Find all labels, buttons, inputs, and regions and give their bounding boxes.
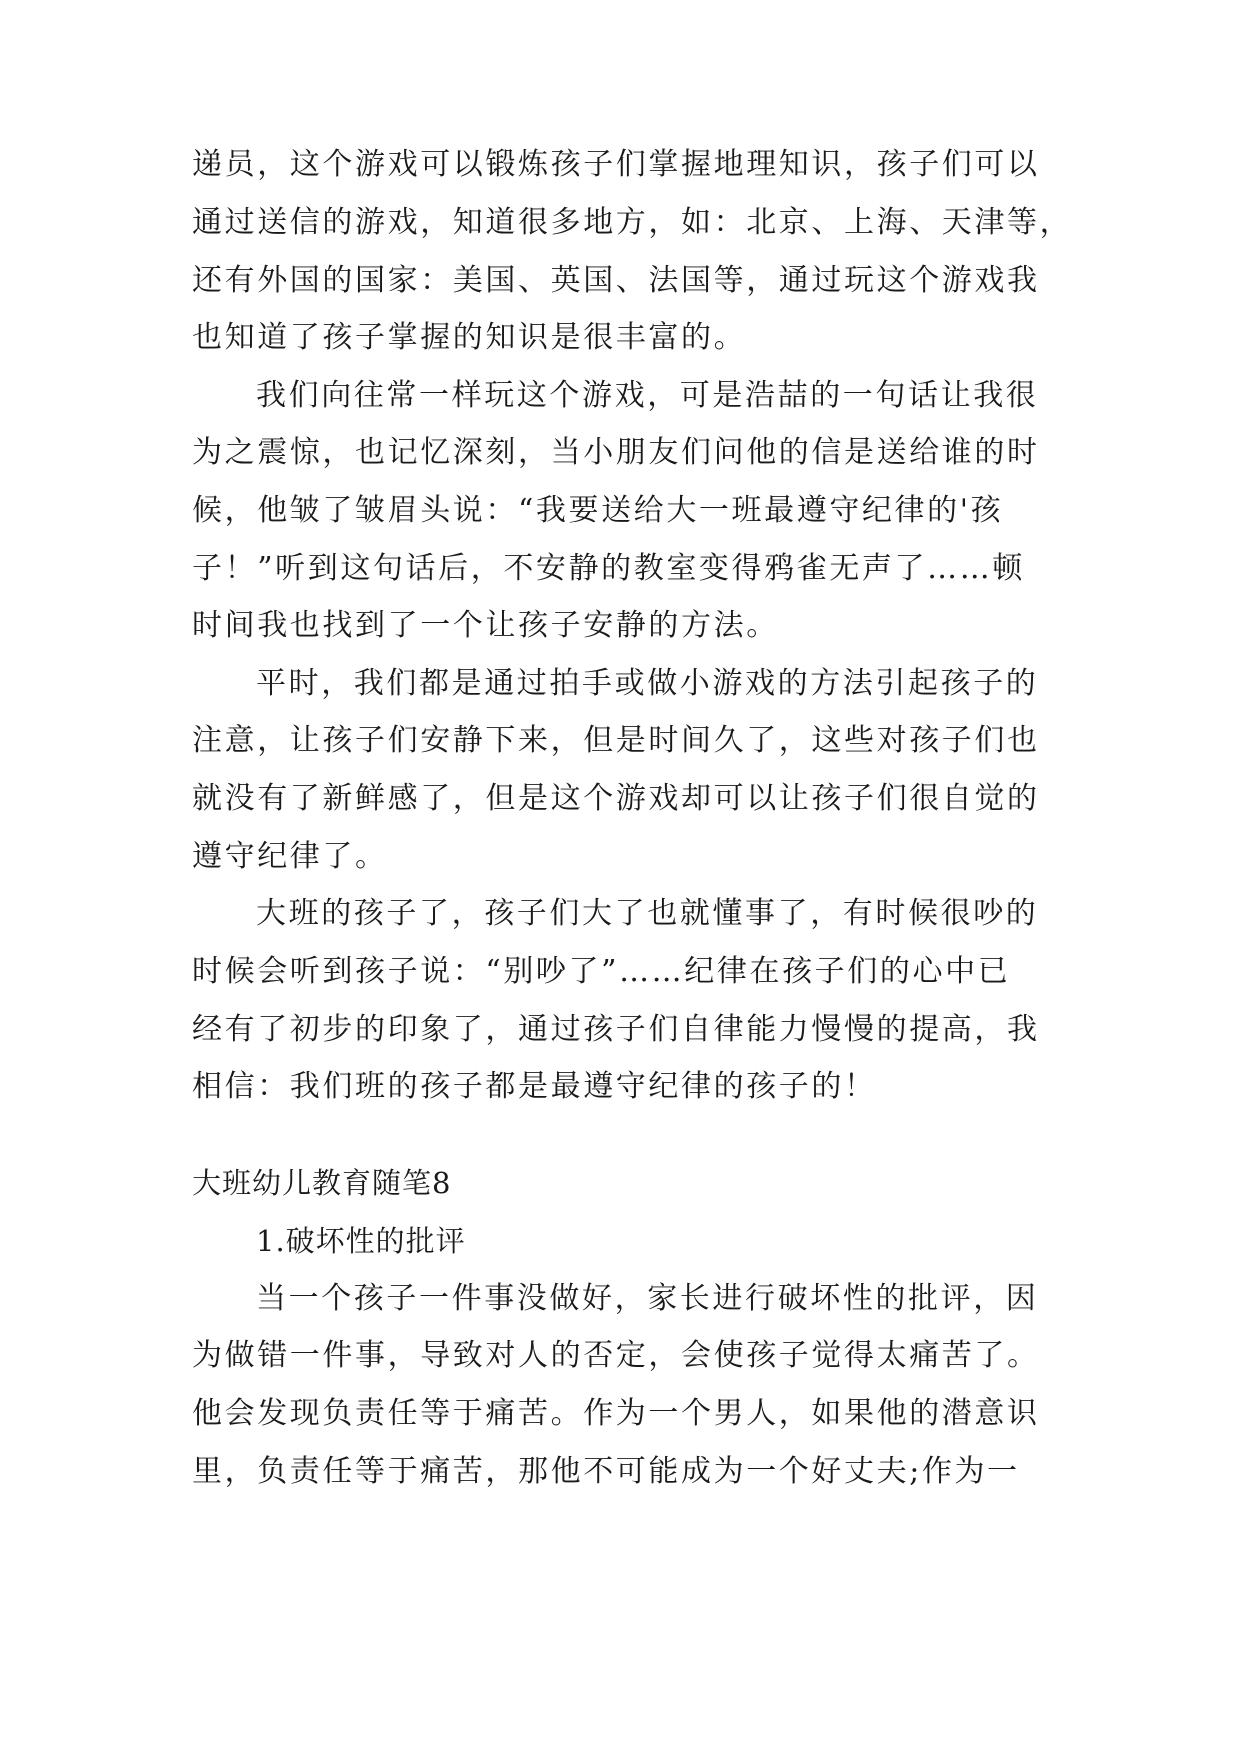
paragraph-line: 时间我也找到了一个让孩子安静的方法。 <box>192 608 779 643</box>
paragraph-line: 我们向往常一样玩这个游戏，可是浩喆的一句话让我很 <box>256 378 1039 413</box>
paragraph-line: 子！”听到这句话后，不安静的教室变得鸦雀无声了……顿 <box>192 551 1025 586</box>
paragraph-line: 他会发现负责任等于痛苦。作为一个男人，如果他的潜意识 <box>192 1396 1040 1431</box>
paragraph-line: 经有了初步的印象了，通过孩子们自律能力慢慢的提高，我 <box>192 1012 1040 1047</box>
paragraph-line: 为之震惊，也记忆深刻，当小朋友们问他的信是送给谁的时 <box>192 435 1040 470</box>
paragraph-line: 注意，让孩子们安静下来，但是时间久了，这些对孩子们也 <box>192 723 1040 758</box>
paragraph-line: 还有外国的国家：美国、英国、法国等，通过玩这个游戏我 <box>192 263 1040 298</box>
subheading: 1.破坏性的批评 <box>256 1224 466 1258</box>
section-title: 大班幼儿教育随笔8 <box>192 1166 452 1200</box>
paragraph-line: 时候会听到孩子说：“别吵了”……纪律在孩子们的心中已 <box>192 954 1011 989</box>
paragraph-line: 为做错一件事，导致对人的否定，会使孩子觉得太痛苦了。 <box>192 1338 1040 1373</box>
paragraph-line: 当一个孩子一件事没做好，家长进行破坏性的批评，因 <box>256 1281 1039 1316</box>
paragraph-line: 大班的孩子了，孩子们大了也就懂事了，有时候很吵的 <box>256 896 1039 931</box>
paragraph-line: 也知道了孩子掌握的知识是很丰富的。 <box>192 320 747 355</box>
paragraph-line: 遵守纪律了。 <box>192 839 388 874</box>
paragraph-line: 就没有了新鲜感了，但是这个游戏却可以让孩子们很自觉的 <box>192 781 1040 816</box>
paragraph-line: 通过送信的游戏，知道很多地方，如：北京、上海、天津等， <box>192 205 1073 240</box>
paragraph-line: 候，他皱了皱眉头说：“我要送给大一班最遵守纪律的'孩 <box>192 493 1004 528</box>
paragraph-line: 相信：我们班的孩子都是最遵守纪律的孩子的！ <box>192 1069 877 1104</box>
paragraph-line: 递员，这个游戏可以锻炼孩子们掌握地理知识，孩子们可以 <box>192 147 1040 182</box>
paragraph-line: 里，负责任等于痛苦，那他不可能成为一个好丈夫;作为一 <box>192 1454 1020 1489</box>
paragraph-line: 平时，我们都是通过拍手或做小游戏的方法引起孩子的 <box>256 666 1039 701</box>
